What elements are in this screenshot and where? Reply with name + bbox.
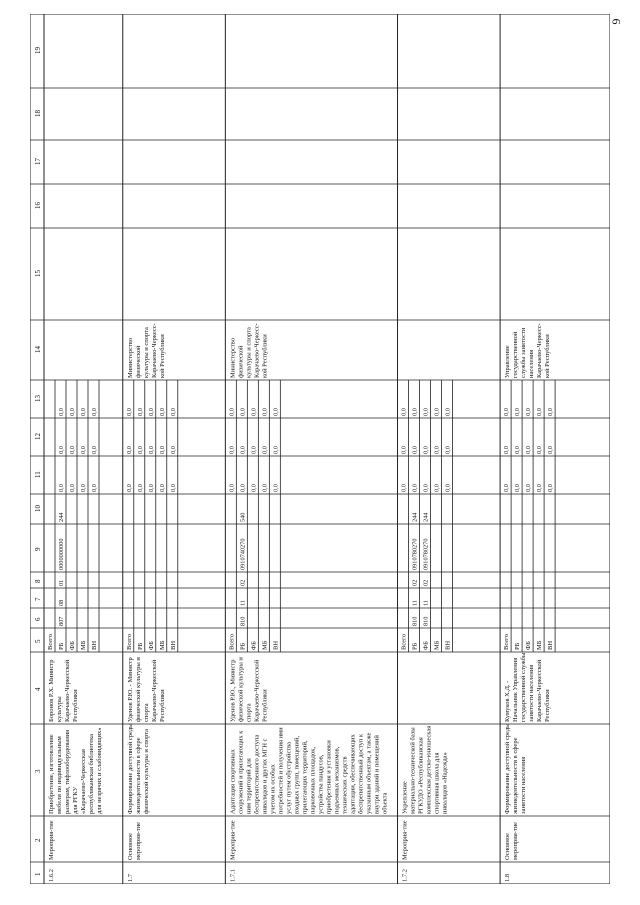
page-number: 6 — [609, 18, 624, 25]
funding-source: ФБ — [525, 641, 533, 650]
cell-value: 02 — [239, 579, 247, 586]
cell-value: 0,0 — [250, 484, 258, 492]
cell-value: 0,0 — [91, 446, 98, 454]
cell-value: 0,0 — [503, 408, 511, 416]
column-header-14: 14 — [34, 346, 42, 353]
cell-value: 0,0 — [525, 408, 533, 416]
funding-source: МБ — [80, 640, 87, 650]
cell-value: 0,0 — [58, 484, 65, 492]
cell-value: 11 — [239, 599, 247, 606]
funding-source: МБ — [158, 640, 166, 650]
block-title: Укреплениематериально-технической базыРГКУДО «Республиканскаякомплексная детско-юношескаяспортивная школа дляинвалидов «Надежда» — [401, 725, 449, 814]
cell-value: 0,0 — [411, 484, 419, 492]
cell-value: 08 — [58, 599, 65, 606]
column-header-17: 17 — [34, 158, 42, 165]
cell-value: 0,0 — [422, 446, 430, 454]
cell-value: 0,0 — [400, 484, 408, 492]
cell-value: 0,0 — [80, 484, 87, 492]
column-header-1: 1 — [34, 872, 42, 876]
funding-source: ФБ — [422, 641, 430, 650]
block-responsible: Управлениегосударственнойслужбы занятостинаселенияКарачаево-Черкесс-кой Республики — [504, 323, 552, 378]
column-header-9: 9 — [34, 547, 42, 551]
cell-value: 0,0 — [69, 484, 76, 492]
column-header-15: 15 — [34, 270, 42, 277]
funding-source: ВН — [91, 640, 98, 650]
column-header-2: 2 — [34, 838, 42, 842]
funding-source: ВН — [272, 640, 280, 650]
funding-source: ФБ — [69, 641, 76, 650]
funding-source: РБ — [411, 642, 419, 650]
block-responsible: Министерствофизическойкультуры и спортаКарачаево-Черкесс-кой Республики — [229, 323, 269, 378]
column-header-10: 10 — [34, 505, 42, 512]
cell-value: 11 — [422, 599, 430, 606]
cell-value: 0000000000 — [58, 538, 65, 570]
funding-source: РБ — [239, 642, 247, 650]
cell-value: 0,0 — [433, 446, 441, 454]
block-type: Мероприя-тие — [401, 820, 409, 860]
column-header-5: 5 — [34, 639, 42, 643]
funding-source: Всего — [125, 634, 133, 650]
cell-value: 0,0 — [547, 484, 555, 492]
cell-value: 810 — [422, 616, 430, 626]
cell-value: 0,0 — [91, 484, 98, 492]
cell-value: 0,0 — [136, 408, 144, 416]
block-executor: Уденов Р.Ю., Министрфизической культуры испортаКарачаево-ЧеркесскойРеспублики — [229, 657, 269, 722]
cell-value: 0,0 — [261, 484, 269, 492]
block-responsible: Министерствофизическойкультуры и спортаКарачаево-Черкесс-кой Республики — [126, 323, 166, 378]
cell-value: 807 — [58, 616, 65, 626]
column-header-3: 3 — [34, 769, 42, 773]
table-group — [30, 14, 610, 884]
cell-value: 0,0 — [80, 446, 87, 454]
cell-value: 0,0 — [239, 408, 247, 416]
block-number: 1.7.2 — [401, 869, 409, 882]
cell-value: 0910740270 — [239, 538, 247, 570]
cell-value: 0,0 — [136, 446, 144, 454]
cell-value: 0,0 — [169, 408, 177, 416]
column-header-11: 11 — [34, 471, 42, 478]
cell-value: 0,0 — [250, 446, 258, 454]
cell-value: 0,0 — [525, 446, 533, 454]
funding-source: ВН — [169, 640, 177, 650]
cell-value: 0,0 — [239, 484, 247, 492]
cell-value: 0,0 — [536, 484, 544, 492]
cell-value: 0,0 — [169, 484, 177, 492]
cell-value: 810 — [411, 616, 419, 626]
cell-value: 0,0 — [547, 446, 555, 454]
cell-value: 0,0 — [136, 484, 144, 492]
funding-source: РБ — [514, 642, 522, 650]
cell-value: 0,0 — [411, 446, 419, 454]
cell-value: 0,0 — [514, 484, 522, 492]
cell-value: 0,0 — [444, 484, 452, 492]
cell-value: 0,0 — [158, 408, 166, 416]
cell-value: 0,0 — [503, 484, 511, 492]
column-header-12: 12 — [34, 433, 42, 440]
cell-value: 0,0 — [80, 408, 87, 416]
funding-source: МБ — [433, 640, 441, 650]
cell-value: 244 — [411, 512, 419, 522]
cell-value: 0,0 — [547, 408, 555, 416]
cell-value: 0,0 — [228, 408, 236, 416]
cell-value: 0,0 — [228, 446, 236, 454]
cell-value: 0,0 — [125, 446, 133, 454]
cell-value: 0,0 — [503, 446, 511, 454]
cell-value: 0,0 — [411, 408, 419, 416]
cell-value: 0,0 — [261, 408, 269, 416]
funding-source: МБ — [536, 640, 544, 650]
cell-value: 0,0 — [514, 446, 522, 454]
cell-value: 0,0 — [250, 408, 258, 416]
cell-value: 0,0 — [125, 484, 133, 492]
cell-value: 0,0 — [514, 408, 522, 416]
column-header-8: 8 — [34, 579, 42, 583]
cell-value: 0,0 — [400, 446, 408, 454]
cell-value: 0,0 — [433, 484, 441, 492]
block-number: 1.7 — [126, 873, 134, 882]
cell-value: 0,0 — [525, 484, 533, 492]
column-header-4: 4 — [34, 687, 42, 691]
cell-value: 0,0 — [400, 408, 408, 416]
cell-value: 0,0 — [422, 484, 430, 492]
funding-source: Всего — [228, 634, 236, 650]
cell-value: 0910780270 — [411, 538, 419, 570]
column-header-6: 6 — [34, 617, 42, 621]
column-header-18: 18 — [34, 110, 42, 117]
cell-value: 0,0 — [58, 408, 65, 416]
cell-value: 0,0 — [58, 446, 65, 454]
cell-value: 0,0 — [536, 408, 544, 416]
funding-source: РБ — [136, 642, 144, 650]
cell-value: 0,0 — [433, 408, 441, 416]
cell-value: 0910780270 — [422, 538, 430, 570]
cell-value: 01 — [58, 579, 65, 586]
funding-source: ВН — [547, 640, 555, 650]
column-header-7: 7 — [34, 597, 42, 601]
cell-value: 02 — [411, 579, 419, 586]
block-number: 1.8 — [504, 873, 512, 882]
cell-value: 244 — [58, 512, 65, 522]
block-executor: Боронов Р.Х. МинистркультурыКарачаево-ЧеркесскойРеспублики — [48, 659, 79, 722]
cell-value: 0,0 — [69, 446, 76, 454]
column-header-19: 19 — [34, 47, 42, 54]
block-type: Мероприя-тие — [48, 820, 55, 860]
cell-value: 0,0 — [444, 446, 452, 454]
block-executor: Кумуков Х.Д. -Начальник Управлениягосударственной службызанятости населенияКарачаево-ЧеркесскойРеспублики — [504, 652, 552, 722]
funding-source: МБ — [261, 640, 269, 650]
block-title: Приобретение, изготовлениемебели по индивидуальнымразмерам, тифлооборудованиядля РГКУ«Карачаево-Черкесскаяреспубликанская библиотекадля незрячих и слабовидящих» — [48, 727, 103, 814]
funding-source: Всего — [47, 634, 54, 650]
block-title: Адаптация спортивныхсооружений и прилегающих кним территорий длябеспрепятственного доступаинвалидов и других МГН сучетом их особыхпотребностей и получения имиуслуг путем обустройствавходных групп, помещений,прилегающих территорий,парковочных площадок,устройства пандусов,приобретения и установкиподъемных механизмов,технических средствадаптации, обеспечивающихбеспрепятственный доступ куказанным объектам, а такжевнутри зданий и помещенийобъекта — [229, 727, 389, 814]
funding-source: ФБ — [250, 641, 258, 650]
cell-value: 244 — [422, 512, 430, 522]
cell-value: 0,0 — [272, 446, 280, 454]
block-type: Основноемероприя-тие — [504, 821, 520, 860]
cell-value: 0,0 — [125, 408, 133, 416]
cell-value: 0,0 — [169, 446, 177, 454]
cell-value: 0,0 — [158, 446, 166, 454]
rotated-program-table — [30, 14, 610, 884]
funding-source: Всего — [400, 634, 408, 650]
cell-value: 11 — [411, 599, 419, 606]
block-title: Формирование доступной средыжизнедеятельности в сферефизической культуры и спорта — [126, 723, 150, 814]
cell-value: 0,0 — [158, 484, 166, 492]
cell-value: 0,0 — [239, 446, 247, 454]
cell-value: 0,0 — [422, 408, 430, 416]
cell-value: 540 — [239, 512, 247, 522]
table-svg — [30, 14, 610, 884]
cell-value: 0,0 — [272, 408, 280, 416]
cell-value: 0,0 — [147, 446, 155, 454]
cell-value: 810 — [239, 616, 247, 626]
block-type: Основноемероприя-тие — [126, 821, 142, 860]
column-header-16: 16 — [34, 202, 42, 209]
block-type: Мероприя-тие — [229, 820, 237, 860]
column-header-13: 13 — [34, 395, 42, 402]
cell-value: 0,0 — [91, 408, 98, 416]
cell-value: 0,0 — [147, 484, 155, 492]
block-title: Формирование доступной средыжизнедеятельности в сферезанятости населения — [504, 723, 528, 814]
funding-source: РБ — [58, 642, 65, 650]
cell-value: 0,0 — [444, 408, 452, 416]
block-number: 1.6.2 — [48, 869, 55, 882]
cell-value: 0,0 — [147, 408, 155, 416]
cell-value: 0,0 — [536, 446, 544, 454]
cell-value: 02 — [422, 579, 430, 586]
funding-source: Всего — [503, 634, 511, 650]
block-executor: Уденов Р.Ю. - Министрфизической культуры испортаКарачаево-ЧеркесскойРеспублики — [126, 657, 166, 722]
cell-value: 0,0 — [261, 446, 269, 454]
cell-value: 0,0 — [69, 408, 76, 416]
funding-source: ФБ — [147, 641, 155, 650]
cell-value: 0,0 — [272, 484, 280, 492]
funding-source: ВН — [444, 640, 452, 650]
block-number: 1.7.1 — [229, 869, 237, 882]
cell-value: 0,0 — [228, 484, 236, 492]
